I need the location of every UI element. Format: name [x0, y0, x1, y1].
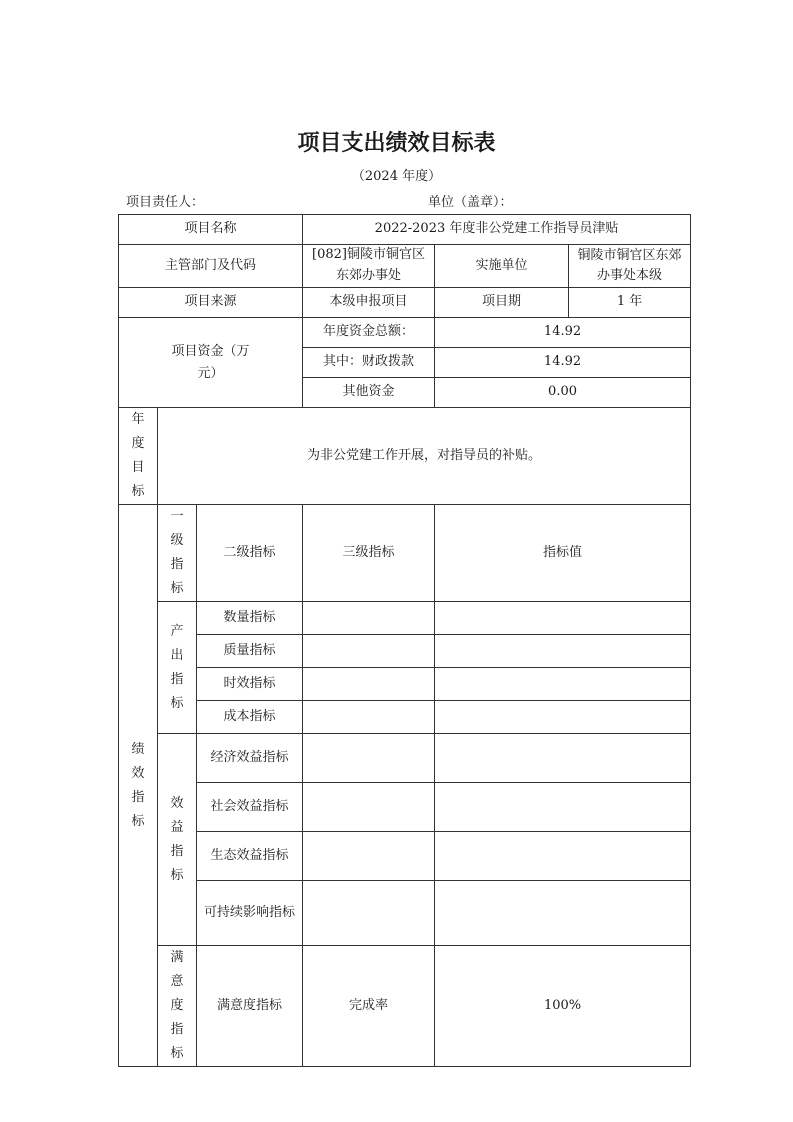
benefit-item: 生态效益指标	[197, 832, 303, 881]
annual-goal-label-text: 年度目标	[131, 412, 145, 499]
benefit-indicator-label	[158, 734, 197, 946]
output-item-l3	[303, 635, 435, 668]
benefit-item-l3	[303, 734, 435, 783]
source-label: 项目来源	[119, 288, 303, 318]
period-label: 项目期	[435, 288, 569, 318]
output-item-l3	[303, 668, 435, 701]
table-row	[119, 635, 691, 668]
fund-other-value: 0.00	[435, 378, 691, 408]
output-item-value	[435, 668, 691, 701]
performance-target-table	[118, 214, 691, 1067]
fund-fiscal-value: 14.92	[435, 348, 691, 378]
benefit-item-value	[435, 783, 691, 832]
impl-unit-value: 铜陵市铜官区东郊办事处本级	[569, 245, 691, 288]
benefit-item: 社会效益指标	[197, 783, 303, 832]
fund-fiscal-label: 其中：财政拨款	[303, 348, 435, 378]
table-row	[119, 215, 691, 245]
output-item-l3	[303, 602, 435, 635]
fund-label	[119, 318, 303, 408]
satisfaction-indicator-label	[158, 946, 197, 1067]
benefit-item: 经济效益指标	[197, 734, 303, 783]
satisfaction-item: 满意度指标	[197, 946, 303, 1067]
benefit-item-value	[435, 832, 691, 881]
table-row	[119, 668, 691, 701]
level3-header: 三级指标	[303, 505, 435, 602]
source-value: 本级申报项目	[303, 288, 435, 318]
fund-total-label: 年度资金总额：	[303, 318, 435, 348]
output-item-value	[435, 602, 691, 635]
output-item-value	[435, 701, 691, 734]
fund-other-label: 其他资金	[303, 378, 435, 408]
table-row	[119, 245, 691, 288]
benefit-indicator-label-text: 效益指标	[170, 795, 184, 883]
benefit-item-value	[435, 881, 691, 946]
dept-label: 主管部门及代码	[119, 245, 303, 288]
fiscal-year: （2024 年度）	[351, 169, 442, 184]
table-row	[119, 832, 691, 881]
project-name-label: 项目名称	[119, 215, 303, 245]
table-row	[119, 288, 691, 318]
table-row	[119, 946, 691, 1067]
perf-section-label	[119, 505, 158, 1067]
dept-value: [082]铜陵市铜官区东郊办事处	[303, 245, 435, 288]
satisfaction-value: 100%	[435, 946, 691, 1067]
unit-seal-label: 单位（盖章）：	[428, 195, 513, 210]
table-row	[119, 505, 691, 602]
annual-goal-text: 为非公党建工作开展，对指导员的补贴。	[158, 408, 691, 505]
output-item: 成本指标	[197, 701, 303, 734]
fund-total-value: 14.92	[435, 318, 691, 348]
output-indicator-label	[158, 602, 197, 734]
table-row	[119, 881, 691, 946]
project-name-value: 2022-2023 年度非公党建工作指导员津贴	[303, 215, 691, 245]
benefit-item-value	[435, 734, 691, 783]
table-row	[119, 734, 691, 783]
perf-section-label-text: 绩效指标	[131, 741, 145, 829]
table-row	[119, 783, 691, 832]
table-row	[119, 701, 691, 734]
output-item: 质量指标	[197, 635, 303, 668]
satisfaction-l3: 完成率	[303, 946, 435, 1067]
satisfaction-indicator-label-text: 满意度指标	[170, 950, 184, 1061]
level1-header-text: 一级指标	[170, 509, 184, 596]
output-item: 时效指标	[197, 668, 303, 701]
output-item-l3	[303, 701, 435, 734]
table-row	[119, 408, 691, 505]
page-title: 项目支出绩效目标表	[297, 131, 496, 156]
period-value: 1 年	[569, 288, 691, 318]
value-header: 指标值	[435, 505, 691, 602]
table-row	[119, 602, 691, 635]
table-row	[119, 318, 691, 348]
annual-goal-label	[119, 408, 158, 505]
fund-label-text: 项目资金（万元）	[171, 343, 250, 381]
responsible-label: 项目责任人：	[126, 195, 205, 210]
benefit-item: 可持续影响指标	[197, 881, 303, 946]
level1-header	[158, 505, 197, 602]
benefit-item-l3	[303, 832, 435, 881]
benefit-item-l3	[303, 783, 435, 832]
output-indicator-label-text: 产出指标	[170, 623, 184, 711]
level2-header: 二级指标	[197, 505, 303, 602]
impl-unit-label: 实施单位	[435, 245, 569, 288]
output-item: 数量指标	[197, 602, 303, 635]
benefit-item-l3	[303, 881, 435, 946]
output-item-value	[435, 635, 691, 668]
